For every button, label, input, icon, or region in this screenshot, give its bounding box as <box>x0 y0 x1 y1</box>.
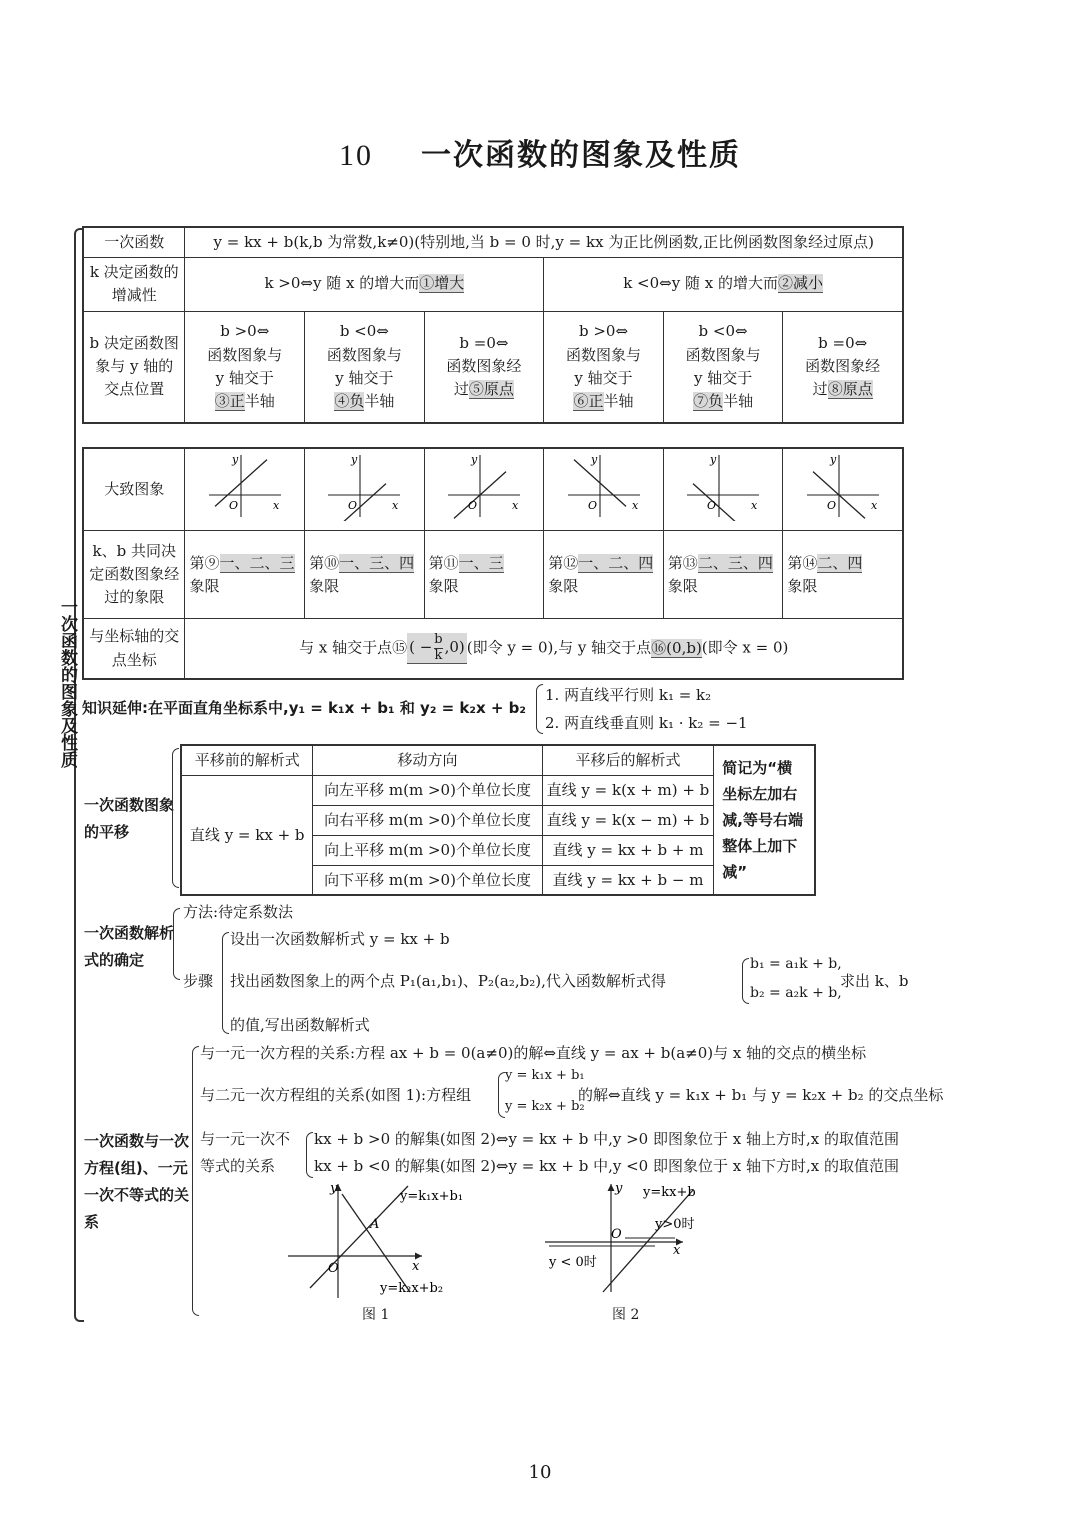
relation-item: 的解⇔直线 y = k₁x + b₁ 与 y = k₂x + b₂ 的交点坐标 <box>578 1086 944 1104</box>
x-label: x <box>412 1259 420 1274</box>
quad-cell: 第⑭二、四 象限 <box>783 531 903 619</box>
figure-2-caption: 图 2 <box>612 1307 640 1323</box>
translation-table <box>180 744 816 896</box>
graphs-table <box>82 447 904 680</box>
y-label: y <box>330 1181 338 1196</box>
mini-graph-cell <box>544 448 664 531</box>
definition-cell: y = kx + b(k,b 为常数,k≠0)(特别地,当 b = 0 时,y = kx 为正比例函数,正比例函数图象经过原点) <box>185 227 903 257</box>
mini-x-label: x <box>751 499 758 512</box>
relations-brace <box>192 1046 199 1316</box>
origin-label: O <box>611 1227 622 1242</box>
mini-x-label: x <box>511 499 519 512</box>
table-header: 平移后的解析式 <box>542 745 714 775</box>
mnemonic-note: 简记为“横坐标左加右减,等号右端整体上加下减” <box>714 745 815 895</box>
b-cell: b =0⇔ 函数图象经 过⑤原点 <box>424 311 544 423</box>
mini-graph-cell <box>185 448 305 531</box>
chapter-title: 一次函数的图象及性质 <box>421 138 741 173</box>
quad-cell: 第⑬二、三、四 象限 <box>663 531 783 619</box>
side-label: 一次函数的图象及性质 <box>57 598 77 768</box>
table-cell: 直线 y = k(x + m) + b <box>542 775 714 805</box>
y-label: y <box>615 1181 623 1196</box>
mini-y-label: y <box>351 453 358 466</box>
table-header: 移动方向 <box>313 745 542 775</box>
quad-cell: 第⑩一、三、四 象限 <box>305 531 425 619</box>
mini-origin-label: O <box>826 499 836 512</box>
mini-origin-label: O <box>587 499 597 512</box>
k-negative-cell: k <0⇔y 随 x 的增大而②减小 <box>544 257 903 311</box>
step-item: 找出函数图象上的两个点 P₁(a₁,b₁)、P₂(a₂,b₂),代入函数解析式得 <box>230 972 666 990</box>
extension-item: 2. 两直线垂直则 k₁ · k₂ = −1 <box>545 714 748 732</box>
mini-y-label: y <box>829 453 836 466</box>
inequality-item: kx + b <0 的解集(如图 2)⇔y = kx + b 中,y <0 即图象位于 x 轴下方时,x 的取值范围 <box>314 1157 899 1175</box>
row-label: b 决定函数图象与 y 轴的交点位置 <box>83 311 185 423</box>
steps-label: 步骤 <box>183 972 214 990</box>
table-header: 平移前的解析式 <box>181 745 313 775</box>
negative-label: y < 0时 <box>549 1255 597 1270</box>
mini-graph <box>324 451 404 521</box>
determination-brace <box>173 908 180 980</box>
steps-brace <box>222 932 229 1034</box>
answer-blank: ①增大 <box>419 274 465 293</box>
mini-x-label: x <box>870 499 877 512</box>
inequality-label: 与一元一次不 <box>200 1130 291 1148</box>
mini-graph-cell <box>305 448 425 531</box>
positive-label: y>0时 <box>655 1217 695 1232</box>
b-cell: b <0⇔ 函数图象与 y 轴交于 ④负半轴 <box>305 311 425 423</box>
step-tail: 求出 k、b <box>840 972 909 990</box>
b-cell: b >0⇔ 函数图象与 y 轴交于 ⑥正半轴 <box>544 311 664 423</box>
before-expression: 直线 y = kx + b <box>181 775 313 895</box>
figure-1-caption: 图 1 <box>362 1307 390 1323</box>
quad-cell: 第⑪一、三 象限 <box>424 531 544 619</box>
answer-blank: ②减小 <box>777 274 823 293</box>
mini-y-label: y <box>710 453 717 466</box>
equation: b₁ = a₁k + b, <box>750 956 842 972</box>
mini-y-label: y <box>231 453 238 466</box>
point-a-label: A <box>370 1217 380 1232</box>
row-label: 与坐标轴的交点坐标 <box>83 619 185 679</box>
table-cell: 向左平移 m(m >0)个单位长度 <box>313 775 542 805</box>
line-2 <box>342 1194 410 1292</box>
step-item: 设出一次函数解析式 y = kx + b <box>230 930 450 948</box>
relations-label: 一次函数与一次方程(组)、一元一次不等式的关系 <box>84 1132 190 1231</box>
system-brace <box>498 1072 505 1118</box>
mini-graph-cell <box>663 448 783 531</box>
mini-graph-cell <box>424 448 544 531</box>
line-2-label: y=k₂x+b₂ <box>380 1281 444 1296</box>
b-cell: b <0⇔ 函数图象与 y 轴交于 ⑦负半轴 <box>663 311 783 423</box>
extension-item: 1. 两直线平行则 k₁ = k₂ <box>545 686 712 704</box>
equation: b₂ = a₂k + b, <box>750 985 842 1001</box>
table-cell: 直线 y = kx + b − m <box>542 865 714 895</box>
line-1-label: y=k₁x+b₁ <box>400 1189 464 1204</box>
extension-lead: 知识延伸:在平面直角坐标系中,y₁ = k₁x + b₁ 和 y₂ = k₂x + b₂ <box>82 699 526 717</box>
extension-brace <box>536 684 543 734</box>
row-label: k、b 共同决定函数图象经过的象限 <box>83 531 185 619</box>
row-label: k 决定函数的增减性 <box>83 257 185 311</box>
relation-item: 与二元一次方程组的关系(如图 1):方程组 <box>200 1086 472 1104</box>
x-label: x <box>673 1243 681 1258</box>
quad-cell: 第⑨一、二、三 象限 <box>185 531 305 619</box>
mini-origin-label: O <box>348 499 358 512</box>
mini-graph <box>444 451 524 521</box>
determination-label: 一次函数解析式的确定 <box>84 924 175 969</box>
mini-y-label: y <box>590 453 597 466</box>
row-label: 一次函数 <box>83 227 185 257</box>
mini-origin-label: O <box>228 499 238 512</box>
inequality-label: 等式的关系 <box>200 1157 276 1175</box>
mini-x-label: x <box>631 499 638 512</box>
figure-1 <box>280 1180 480 1300</box>
relation-item: 与一元一次方程的关系:方程 ax + b = 0(a≠0)的解⇔直线 y = ax + b(a≠0)与 x 轴的交点的横坐标 <box>200 1044 867 1062</box>
table-cell: 向下平移 m(m >0)个单位长度 <box>313 865 542 895</box>
b-cell: b =0⇔ 函数图象经 过⑧原点 <box>783 311 903 423</box>
translation-brace <box>172 748 179 888</box>
translation-label: 一次函数图象的平移 <box>84 796 175 841</box>
chapter-number: 10 <box>339 139 373 172</box>
mini-origin-label: O <box>707 499 717 512</box>
k-positive-cell: k >0⇔y 随 x 的增大而①增大 <box>185 257 544 311</box>
table-cell: 向右平移 m(m >0)个单位长度 <box>313 805 542 835</box>
table-cell: 直线 y = k(x − m) + b <box>542 805 714 835</box>
line-1 <box>310 1186 408 1288</box>
mini-origin-label: O <box>467 499 477 512</box>
inequality-brace <box>306 1132 313 1178</box>
table-cell: 直线 y = kx + b + m <box>542 835 714 865</box>
quad-cell: 第⑫一、二、四 象限 <box>544 531 664 619</box>
mini-graph <box>205 451 285 521</box>
row-label: 大致图象 <box>83 448 185 531</box>
page-number: 10 <box>528 1462 552 1483</box>
mini-graph <box>683 451 763 521</box>
mini-graph-cell <box>783 448 903 531</box>
mini-graph <box>564 451 644 521</box>
mini-x-label: x <box>272 499 279 512</box>
method-text: 方法:待定系数法 <box>183 903 294 921</box>
origin-label: O <box>328 1261 339 1276</box>
mini-x-label: x <box>392 499 399 512</box>
figure-2 <box>545 1180 735 1300</box>
properties-table <box>82 226 904 424</box>
line-label: y=kx+b <box>643 1185 696 1200</box>
b-cell: b >0⇔ 函数图象与 y 轴交于 ③正半轴 <box>185 311 305 423</box>
system-eq: y = k₁x + b₁ <box>505 1068 585 1083</box>
mini-y-label: y <box>470 453 478 466</box>
intersection-cell: 与 x 轴交于点⑮ ( − $\frac{b}{k}$ ,0) (即令 y = 0),与 y 轴交于点⑯(0,b)(即令 x = 0) <box>185 619 903 679</box>
system-eq: y = k₂x + b₂ <box>505 1099 585 1114</box>
equation-brace <box>742 958 749 1004</box>
mini-graph <box>803 451 883 521</box>
inequality-item: kx + b >0 的解集(如图 2)⇔y = kx + b 中,y >0 即图象位于 x 轴上方时,x 的取值范围 <box>314 1130 899 1148</box>
step-item: 的值,写出函数解析式 <box>230 1016 370 1034</box>
page-title <box>0 130 1080 174</box>
table-cell: 向上平移 m(m >0)个单位长度 <box>313 835 542 865</box>
